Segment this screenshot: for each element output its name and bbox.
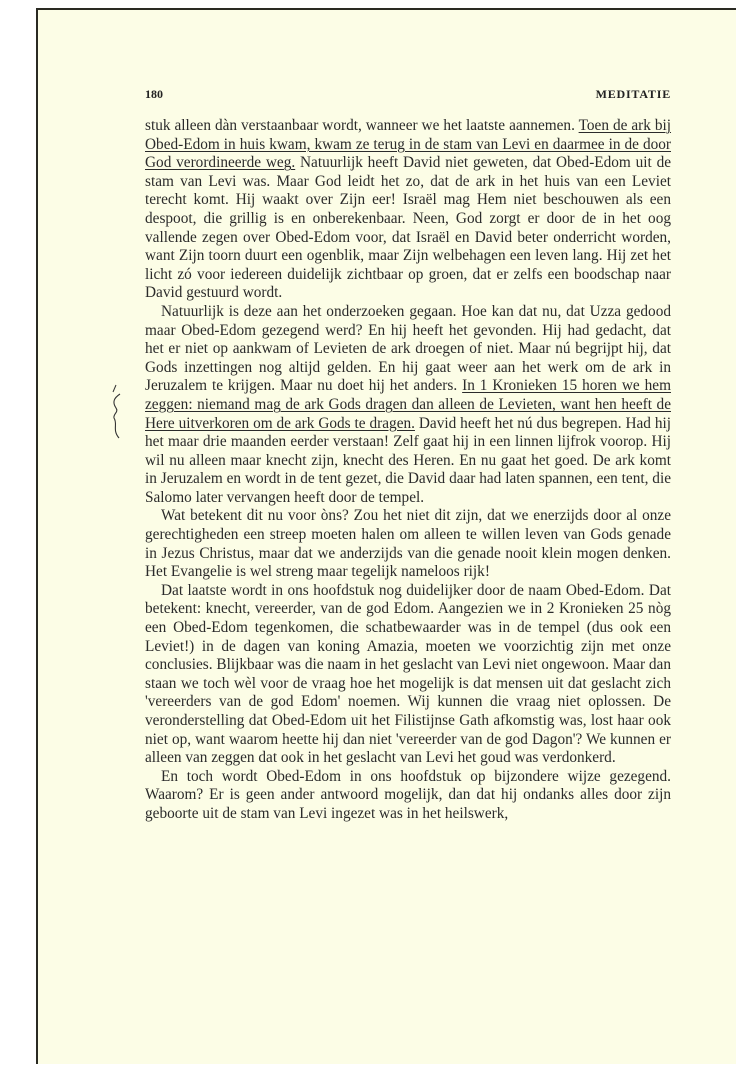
underlined-passage: Toen de ark bij Obed-Edom in huis kwam, kwam ze terug in de stam van Levi en daarmee in de door God verordineerde weg. [145,117,672,172]
paragraph: En toch wordt Obed-Edom in ons hoofdstuk op bijzondere wijze gezegend. Waarom? Er is geen ander antwoord mogelijk, dan dat hij ondanks alles door zijn geboorte uit de stam van Levi ingezet was in het heilswerk, [145,767,671,822]
paragraph: Wat betekent dit nu voor òns? Zou het niet dit zijn, dat we enerzijds door al onze gerechtigheden een streep moeten halen om alleen te willen leven van Gods genade in Jezus Christus, maar dat we anderzijds van die genade nooit klein mogen denken. Het Evangelie is wel streng maar tegelijk nameloos rijk! [145,507,671,581]
running-title: MEDITATIE [595,87,671,101]
paragraph: stuk alleen dàn verstaanbaar wordt, wanneer we het laatste aannemen. Toen de ark bij Obed-Edom in huis kwam, kwam ze terug in de stam van Levi en daarmee in de door God verordineerde weg. Natuurlijk heeft David niet geweten, dat Obed-Edom uit de stam van Levi was. Maar God leidt het zo, dat de ark in het huis van een Leviet terecht komt. Hij waakt over Zijn eer! Israël mag Hem niet beschouwen als een despoot, die grillig is en onberekenbaar. Neen, God zorgt er door de in het oog vallende zegen over Obed-Edom voor, dat Israël en David beter onderricht worden, want Zijn toorn duurt een ogenblik, maar Zijn welbehagen een leven lang. Hij zet het licht zó voor iedereen duidelijk zichtbaar op groen, dat er zelfs een boodschap naar David gestuurd wordt. [145,117,672,302]
paragraph: Natuurlijk is deze aan het onderzoeken gegaan. Hoe kan dat nu, dat Uzza gedood maar Obed-Edom gezegend werd? En hij heeft het gevonden. Hij had gedacht, dat het er niet op aankwam of Levieten de ark droegen of niet. Maar nú begrijpt hij, dat Gods inzettingen nog altijd gelden. En hij gaat weer aan het werk om de ark in Jeruzalem te krijgen. Maar nu doet hij het anders. In 1 Kronieken 15 horen we hem zeggen: niemand mag de ark Gods dragen dan alleen de Levieten, want hen heeft de Here uitverkoren om de ark Gods te dragen. David heeft het nú dus begrepen. Had hij het maar drie maanden eerder verstaan! Zelf gaat hij in een linnen lijfrok voorop. Hij wil nu alleen maar knecht zijn, knecht des Heren. En nu gaat het goed. De ark komt in Jeruzalem en wordt in de tent gezet, die David daar had laten spannen, een tent, die Salomo later vervangen heeft door de tempel. [145,302,671,506]
underlined-passage: In 1 Kronieken 15 horen we hem zeggen: niemand mag de ark Gods dragen dan alleen de Levieten, want hen heeft de Here uitverkoren om de ark Gods te dragen. [145,377,671,432]
page-number: 180 [145,87,163,101]
page-header [145,87,671,107]
paragraph: Dat laatste wordt in ons hoofdstuk nog duidelijker door de naam Obed-Edom. Dat betekent: knecht, vereerder, van de god Edom. Aangezien we in 2 Kronieken 25 nòg een Obed-Edom tegenkomen, die schatbewaarder was in de tempel (dus ook een Leviet!) in de dagen van koning Amazia, moeten we voorzichtig zijn met onze conclusies. Blijkbaar was die naam in het geslacht van Levi niet ongewoon. Maar dan staan we toch wèl voor de vraag hoe het mogelijk is dat mensen uit dat geslacht zich 'vereerders van de god Edom' noemen. Wij kunnen die vraag niet oplossen. De veronderstelling dat Obed-Edom uit het Filistijnse Gath afkomstig was, lost haar ook niet op, want waarom heette hij dan niet 'vereerder van de god Dagon'? We kunnen er alleen van zeggen dat ook in het geslacht van Levi het goud was verdonkerd. [145,581,671,767]
margin-brace-mark [110,384,124,440]
body-text [145,117,671,824]
